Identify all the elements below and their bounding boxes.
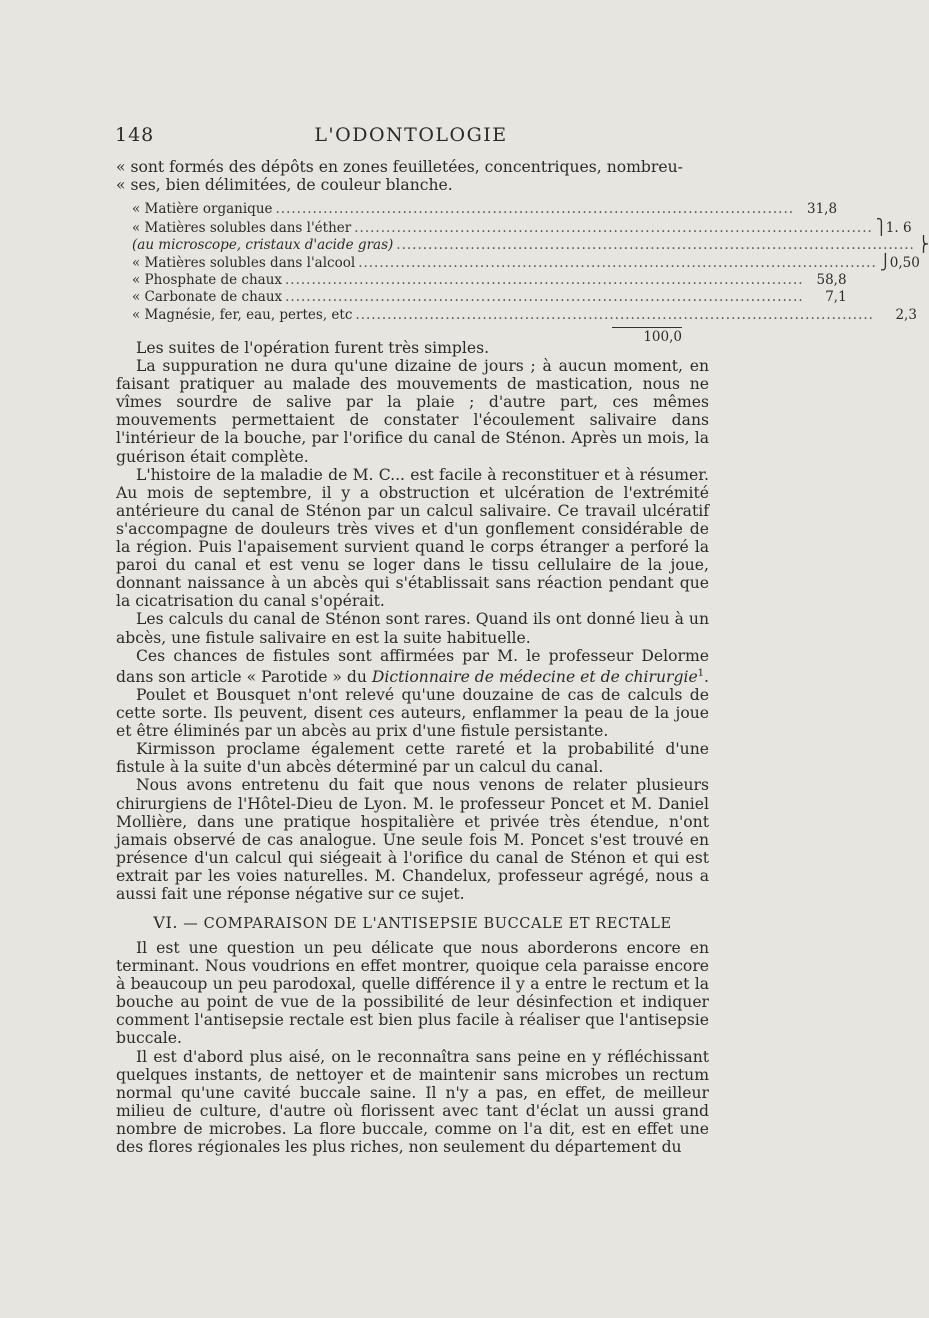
paragraph: Poulet et Bousquet n'ont relevé qu'une douzaine de cas de calculs de cette sorte. Ils peuvent, disent ces auteurs, enflammer la peau de la joue et être éliminés par un abcès au prix d'une fistule persistante. [116,685,709,741]
row-label: « Matières solubles dans l'éther [132,219,352,236]
quote-line: « sont formés des dépôts en zones feuilletées, concentriques, nombreu- [116,158,683,176]
quote-block [116,158,709,194]
paragraph: Il est d'abord plus aisé, on le reconnaîtra sans peine en y réfléchissant quelques instants, de nettoyer et de maintenir sans microbes un rectum normal qu'une cavité buccale saine. Il n'y a pas, en effet, de meilleur milieu de culture, d'autre où florissent avec tant d'éclat un aussi grand nombre de microbes. La flore buccale, comme on l'a dit, est en effet une des flores régionales les plus riches, non seulement du département du [116,1047,709,1157]
row-subvalue: 1. 6 [885,219,912,236]
section-number: VI. [153,913,179,932]
row-label: « Phosphate de chaux [132,271,283,288]
leader-dots: .................................................................................................. [285,289,804,306]
total-rule [612,327,682,328]
row-value: 2,3 [895,307,917,324]
page-number: 148 [115,124,155,146]
leader-dots: .................................................................................................. [358,255,877,272]
row-value: 58,8 [816,271,847,288]
row-label: « Magnésie, fer, eau, pertes, etc [132,307,353,324]
section-title: — COMPARAISON DE L'ANTISEPSIE BUCCALE ET RECTALE [183,916,672,932]
paragraph: Il est une question un peu délicate que nous aborderons encore en terminant. Nous voudrions en effet montrer, quoique cela paraisse encore à beaucoup un peu parodoxal, quelle différence il y a entre le rectum et la bouche au point de vue de la possibilité de leur désinfection et indiquer comment l'antisepsie rectale est bien plus facile à réaliser que l'antisepsie buccale. [116,939,709,1048]
table-row [132,271,847,290]
leader-dots: .................................................................................................. [355,307,874,324]
table-row [132,289,847,307]
paragraph: Kirmisson proclame également cette rareté et la probabilité d'une fistule à la suite d'un abcès déterminé par un calcul du canal. [116,740,709,777]
running-header [115,124,707,154]
leader-dots: .................................................................................................. [285,271,804,288]
table-row [132,235,929,254]
composition-table [132,201,929,347]
table-row [132,253,920,272]
paragraph: Nous avons entretenu du fait que nous venons de relater plusieurs chirurgiens de l'Hôtel-Dieu de Lyon. M. le professeur Poncet et M. Daniel Mollière, dans une pratique hospitalière et privée très étendue, n'ont jamais observé de cas analogue. Une seule fois M. Poncet s'est trouvé en présence d'un calcul qui siégeait à l'orifice du canal de Sténon et qui est extrait par les voies naturelles. M. Chandelux, professeur agrégé, nous a aussi fait une réponse négative sur ce sujet. [116,776,709,903]
row-value: 31,8 [806,201,838,217]
row-label: (au microscope, cristaux d'acide gras) [132,237,394,254]
table-total: 100,0 [643,328,682,345]
body-text-2 [116,939,709,1156]
row-label: « Matières solubles dans l'alcool [132,255,356,272]
brace-middle: ⎬ [917,235,929,254]
row-label: « Matière organique [132,201,273,217]
row-subvalue: 0,50 [889,255,920,272]
paragraph: La suppuration ne dura qu'une dizaine de jours ; à aucun moment, en faisant pratiquer au malade des mouvements de mastication, nous ne vîmes sourdre de salive par la plaie ; d'autre part, ces mêmes mouvements permettaient de constater l'écoulement salivaire dans l'intérieur de la bouche, par l'orifice du canal de Sténon. Après un mois, la guérison était complète. [116,357,709,466]
table-row [132,307,917,325]
row-label: « Carbonate de chaux [132,289,283,306]
row-value: 7,1 [825,289,847,306]
paragraph-delorme: Ces chances de fistules sont affirmées par M. le professeur Delorme dans son article « Parotide » du Dictionnaire de médecine et de chirurgie$^1$. [116,646,710,686]
leader-dots: .................................................................................................. [275,201,795,217]
paragraph: Les suites de l'opération furent très simples. [136,339,490,357]
brace-top: ⎫ [875,217,888,236]
paragraph: L'histoire de la maladie de M. C... est facile à reconstituer et à résumer. Au mois de septembre, il y a obstruction et ulcération de l'extrémité antérieure du canal de Sténon par un calcul salivaire. Ce travail ulcératif s'accompagne de douleurs très vives et d'un gonflement considérable de la région. Puis l'apaisement survient quand le corps étranger a perforé la paroi du canal et est venu se loger dans le tissu cellulaire de la joue, donnant naissance à un abcès qui s'établissait sans réaction pendant que la cicatrisation du canal s'opérait. [116,465,709,611]
table-row [132,201,838,219]
dictionary-title: Dictionnaire de médecine et de chirurgie [371,667,698,686]
leader-dots: .................................................................................................. [354,219,873,236]
table-row [132,217,912,237]
brace-bottom: ⎭ [879,253,891,272]
body-text-1 [116,339,709,903]
journal-title: L'ODONTOLOGIE [314,124,508,146]
leader-dots: .................................................................................................. [396,237,915,254]
footnote-mark: 1 [697,667,705,679]
paragraph: Les calculs du canal de Sténon sont rares. Quand ils ont donné lieu à un abcès, une fistule salivaire en est la suite habituelle. [116,610,709,647]
section-heading [116,913,709,932]
quote-line: « ses, bien délimitées, de couleur blanche. [116,176,453,195]
